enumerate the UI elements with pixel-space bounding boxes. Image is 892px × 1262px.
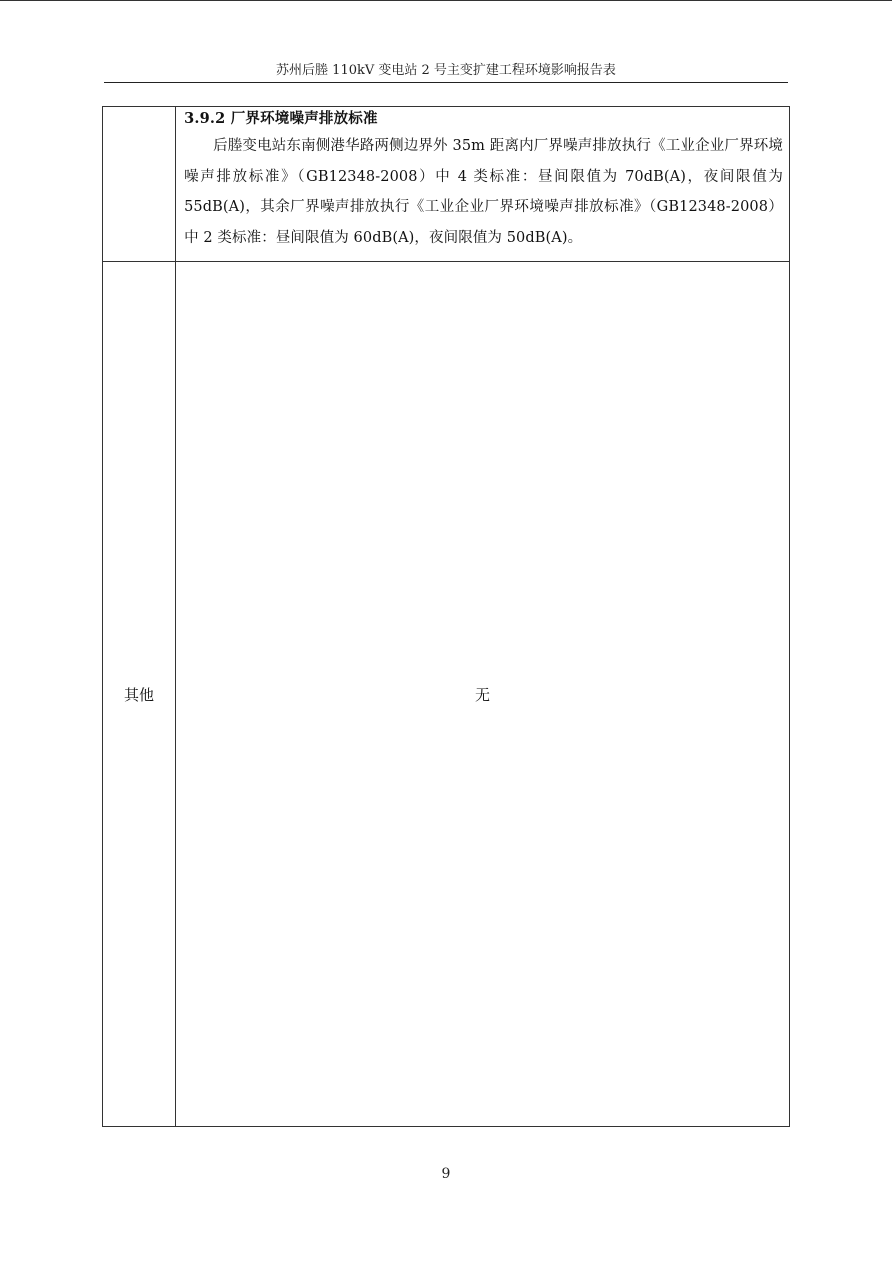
report-table: [102, 106, 790, 1127]
noise-standard-label-cell: [103, 107, 176, 262]
header-rule: [104, 82, 788, 83]
other-row: [103, 262, 790, 1127]
other-value: 无: [176, 262, 790, 1127]
section-heading: 3.9.2 厂界环境噪声排放标准: [184, 110, 378, 127]
noise-standard-content-cell: [176, 107, 790, 262]
section-paragraph: 后塍变电站东南侧港华路两侧边界外 35m 距离内厂界噪声排放执行《工业企业厂界环境噪声排放标准》（GB12348-2008）中 4 类标准：昼间限值为 70dB(A)，夜间限值为 55dB(A)，其余厂界噪声排放执行《工业企业厂界环境噪声排放标准》（GB12348-2008）中 2 类标准：昼间限值为 60dB(A)，夜间限值为 50dB(A)。: [184, 138, 783, 246]
noise-standard-row: [103, 107, 790, 262]
other-label: 其他: [103, 262, 176, 1127]
page-number: 9: [441, 1166, 451, 1182]
page-top-border: [0, 0, 892, 1]
running-header: 苏州后塍 110kV 变电站 2 号主变扩建工程环境影响报告表: [276, 63, 616, 78]
